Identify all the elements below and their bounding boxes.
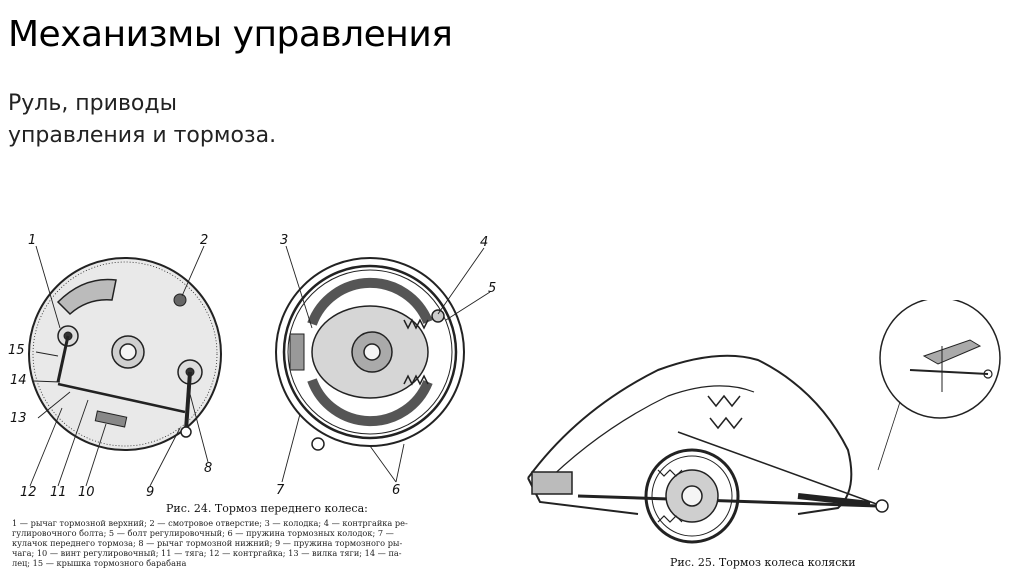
front-brake-drawing — [0, 224, 520, 574]
legend-line: лец; 15 — крышка тормозного барабана — [12, 558, 187, 568]
legend-line: кулачок переднего тормоза; 8 — рычаг тормозной нижний; 9 — пружина тормозного ры- — [12, 538, 403, 548]
figure-sidecar-brake — [518, 300, 1024, 574]
sidecar-brake-drawing — [518, 300, 1024, 574]
part-number: 12 — [20, 485, 37, 500]
part-number: 2 — [200, 233, 209, 248]
part-number: 11 — [50, 485, 67, 500]
legend-line: чага; 10 — винт регулировочный; 11 — тяга; 12 — контргайка; 13 — вилка тяги; 14 — па- — [12, 548, 402, 558]
part-number: 1 — [28, 233, 37, 248]
detail-callout-drawing — [878, 300, 1000, 470]
part-number: 5 — [488, 281, 497, 296]
part-number: 8 — [204, 461, 213, 476]
brake-drum-cover-drawing — [29, 258, 221, 450]
subtitle-line-2: управления и тормоза. — [8, 123, 277, 148]
part-number: 14 — [10, 373, 27, 388]
slide-title: Механизмы управления — [8, 14, 453, 55]
subtitle-line-1: Руль, приводы — [8, 91, 177, 116]
slide-subtitle — [8, 88, 276, 152]
part-number: 13 — [10, 411, 27, 426]
part-number: 10 — [78, 485, 95, 500]
part-number: 7 — [276, 483, 285, 498]
part-number: 3 — [280, 233, 289, 248]
legend-line: гулировочного болта; 5 — болт регулировочный; 6 — пружина тормозных колодок; 7 — — [12, 528, 394, 538]
part-number: 6 — [392, 483, 401, 498]
part-number: 9 — [146, 485, 155, 500]
legend-line: 1 — рычаг тормозной верхний; 2 — смотровое отверстие; 3 — колодка; 4 — контргайка ре- — [12, 518, 408, 528]
part-number: 4 — [480, 235, 489, 250]
figure-25-caption: Рис. 25. Тормоз колеса коляски — [670, 556, 856, 569]
brake-shoes-drawing — [276, 258, 464, 450]
figure-front-wheel-brake — [0, 224, 520, 574]
part-number: 15 — [8, 343, 25, 358]
figure-24-caption: Рис. 24. Тормоз переднего колеса: — [166, 502, 368, 515]
